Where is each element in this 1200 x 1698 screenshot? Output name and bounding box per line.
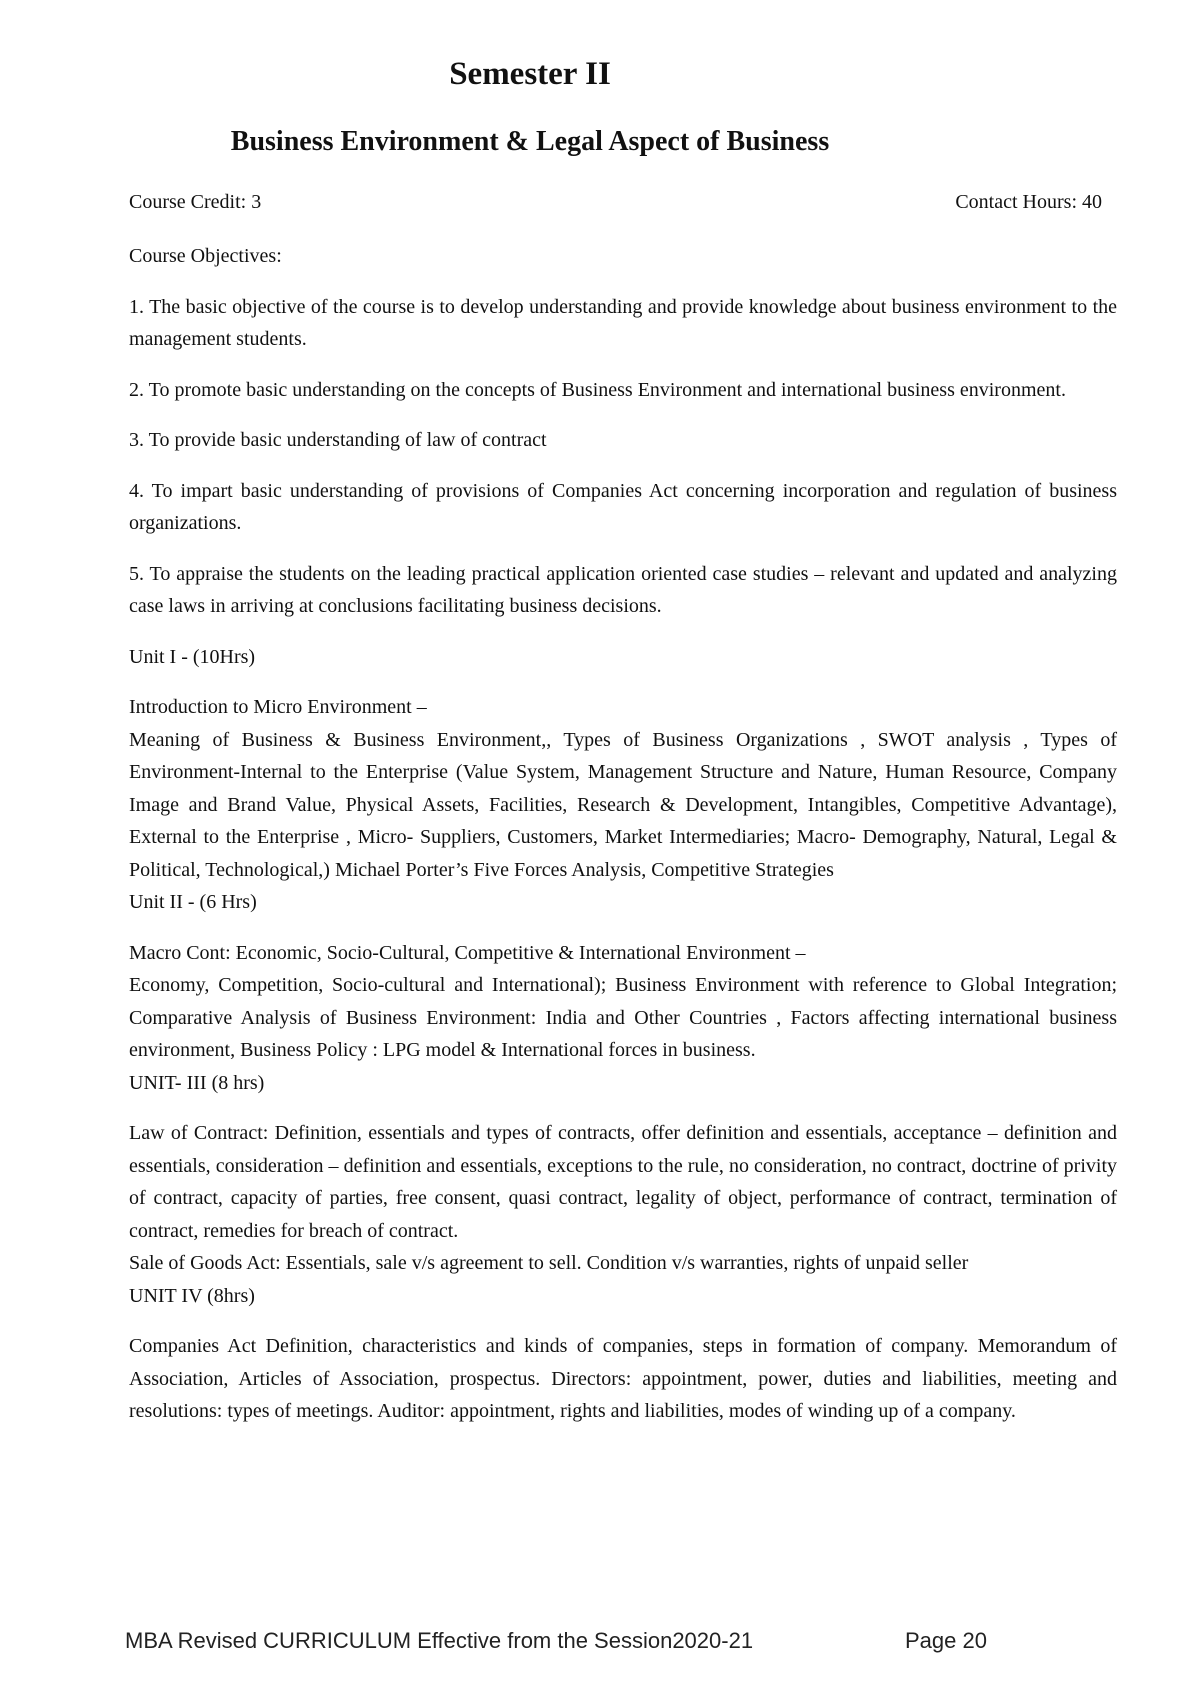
semester-title: Semester II [449, 56, 611, 92]
unit-3-heading: UNIT- III (8 hrs) [129, 1071, 265, 1094]
footer-curriculum-note: MBA Revised CURRICULUM Effective from the Session2020-21 [125, 1628, 754, 1653]
unit-2-topic: Macro Cont: Economic, Socio-Cultural, Competitive & International Environment – [129, 941, 806, 964]
objective-item-1: 1. The basic objective of the course is to develop understanding and provide knowledge about business environment to the management students. [129, 295, 1117, 350]
objective-item-2: 2. To promote basic understanding on the concepts of Business Environment and international business environment. [129, 378, 1066, 401]
objective-item-5: 5. To appraise the students on the leading practical application oriented case studies – relevant and updated and analyzing case laws in arriving at conclusions facilitating business decisions. [129, 562, 1117, 617]
unit-1-topic: Introduction to Micro Environment – [129, 696, 427, 718]
unit-3-body: Law of Contract: Definition, essentials and types of contracts, offer definition and essentials, acceptance – definition and essentials, consideration – definition and essentials, exceptions to the rule, no consideration, no contract, doctrine of privity of contract, capacity of parties, free consent, quasi contract, legality of object, performance of contract, termination of contract, remedies for breach of contract. [129, 1122, 1117, 1242]
unit-2-heading: Unit II - (6 Hrs) [129, 891, 257, 913]
footer-page-number: Page 20 [905, 1628, 987, 1653]
unit-4-body: Companies Act Definition, characteristics and kinds of companies, steps in formation of company. Memorandum of Association, Articles of Association, prospectus. Directors: appointment, power, duties and liabilities, meeting and resolutions: types of meetings. Auditor: appointment, rights and liabilities, modes of winding up of a company. [129, 1335, 1117, 1422]
unit-1-body: Meaning of Business & Business Environment,, Types of Business Organizations , SWOT analysis , Types of Environment-Internal to the Enterprise (Value System, Management Structure and Nature, Human Resource, Company Image and Brand Value, Physical Assets, Facilities, Research & Development, Intangibles, Competitive Advantage), External to the Enterprise , Micro- Suppliers, Customers, Market Intermediaries; Macro- Demography, Natural, Legal & Political, Technological,) Michael Porter’s Five Forces Analysis, Competitive Strategies [129, 728, 1117, 881]
course-info-row [129, 188, 1102, 216]
unit-3-body-2: Sale of Goods Act: Essentials, sale v/s agreement to sell. Condition v/s warranties, rights of unpaid seller [129, 1252, 969, 1274]
unit-4-heading: UNIT IV (8hrs) [129, 1284, 255, 1307]
unit-2-body: Economy, Competition, Socio-cultural and International); Business Environment with reference to Global Integration; Comparative Analysis of Business Environment: India and Other Countries , Factors affecting international business environment, Business Policy : LPG model & International forces in business. [129, 974, 1117, 1061]
contact-hours: Contact Hours: 40 [955, 191, 1102, 213]
unit-1-heading: Unit I - (10Hrs) [129, 645, 256, 668]
objectives-heading: Course Objectives: [129, 245, 282, 267]
objective-item-3: 3. To provide basic understanding of law of contract [129, 429, 547, 451]
document-page [129, 0, 1117, 1698]
course-title: Business Environment & Legal Aspect of Business [230, 126, 830, 157]
course-credit: Course Credit: 3 [129, 191, 262, 213]
objective-item-4: 4. To impart basic understanding of provisions of Companies Act concerning incorporation and regulation of business organizations. [129, 479, 1117, 534]
document-body [129, 240, 1117, 1428]
